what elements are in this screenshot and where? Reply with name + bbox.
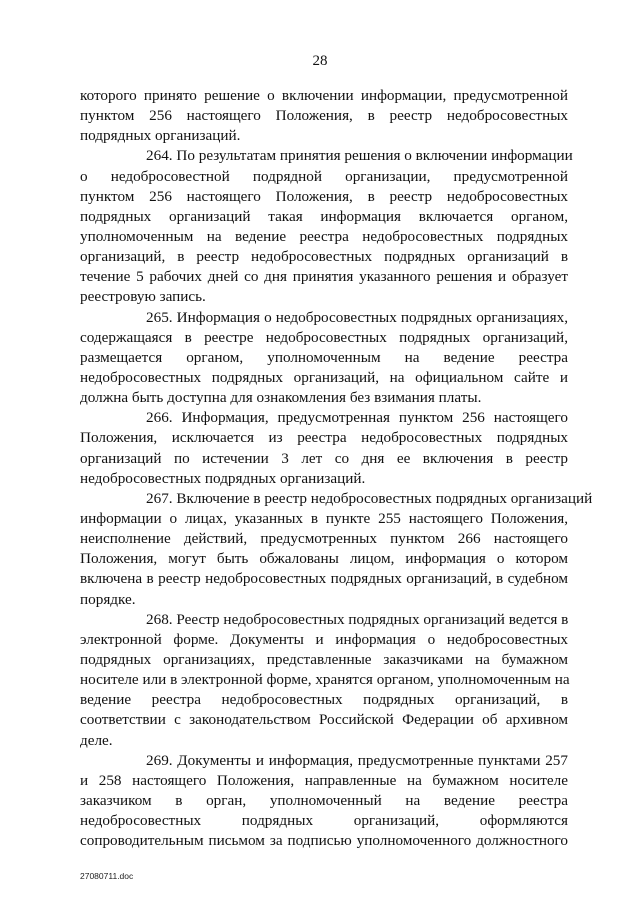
text-line: подрядных организаций.	[80, 127, 241, 145]
text-line: соответствии с законодательством Российской Федерации об архивном	[80, 711, 568, 729]
text-line: недобросовестных подрядных организаций.	[80, 469, 366, 487]
text-line: подрядных организациях, представленные заказчиками на бумажном	[80, 650, 568, 668]
text-line: Положения, могут быть обжалованы лицом, информация о котором	[80, 550, 568, 568]
document-footer-filename: 27080711.doc	[80, 871, 134, 881]
paragraph-267-start: 267. Включение в реестр недобросовестных подрядных организаций	[146, 489, 593, 507]
text-line: и 258 настоящего Положения, направленные на бумажном носителе	[80, 771, 568, 789]
text-line: размещается органом, уполномоченным на ведение реестра	[80, 348, 568, 366]
text-line: включена в реестр недобросовестных подрядных организаций, в судебном	[80, 570, 568, 588]
document-body	[80, 86, 593, 851]
text-line: организаций, в реестр недобросовестных подрядных организаций в	[80, 248, 568, 266]
paragraph-268-start: 268. Реестр недобросовестных подрядных организаций ведется в	[146, 610, 569, 628]
text-line: уполномоченным на ведение реестра недобросовестных подрядных	[80, 227, 568, 245]
paragraph-265-start: 265. Информация о недобросовестных подрядных организациях,	[146, 308, 568, 326]
text-line: подрядных организаций такая информация включается органом,	[80, 207, 568, 225]
text-line: недобросовестных подрядных организаций, оформляются	[80, 812, 568, 830]
text-line: заказчиком в орган, уполномоченный на ведение реестра	[80, 791, 568, 809]
text-line: содержащаяся в реестре недобросовестных подрядных организаций,	[80, 328, 568, 346]
text-line: организаций по истечении 3 лет со дня ее включения в реестр	[80, 449, 568, 467]
paragraph-269-start: 269. Документы и информация, предусмотренные пунктами 257	[146, 751, 568, 769]
text-line: носителе или в электронной форме, хранятся органом, уполномоченным на	[80, 671, 570, 689]
page-number: 28	[312, 53, 328, 69]
text-line: сопроводительным письмом за подписью уполномоченного должностного	[80, 832, 568, 850]
text-line: должна быть доступна для ознакомления без взимания платы.	[80, 389, 482, 407]
text-line: деле.	[80, 731, 113, 749]
text-line: ведение реестра недобросовестных подрядных организаций, в	[80, 691, 568, 709]
paragraph-266-start: 266. Информация, предусмотренная пунктом 256 настоящего	[146, 409, 568, 427]
text-line: пунктом 256 настоящего Положения, в реестр недобросовестных	[80, 107, 568, 125]
paragraph-264-start: 264. По результатам принятия решения о включении информации	[146, 147, 573, 165]
text-line: реестровую запись.	[80, 288, 206, 306]
text-line: Положения, исключается из реестра недобросовестных подрядных	[80, 429, 568, 447]
text-line: которого принято решение о включении информации, предусмотренной	[80, 87, 568, 104]
text-line: о недобросовестной подрядной организации, предусмотренной	[80, 167, 568, 185]
text-line: недобросовестных подрядных организаций, на официальном сайте и	[80, 368, 568, 386]
text-line: пунктом 256 настоящего Положения, в реестр недобросовестных	[80, 187, 568, 205]
text-line: порядке.	[80, 590, 136, 608]
text-line: неисполнение действий, предусмотренных пунктом 266 настоящего	[80, 530, 568, 548]
text-line: электронной форме. Документы и информация о недобросовестных	[80, 630, 568, 648]
text-line: информации о лицах, указанных в пункте 255 настоящего Положения,	[80, 509, 568, 527]
text-line: течение 5 рабочих дней со дня принятия указанного решения и образует	[80, 268, 568, 286]
